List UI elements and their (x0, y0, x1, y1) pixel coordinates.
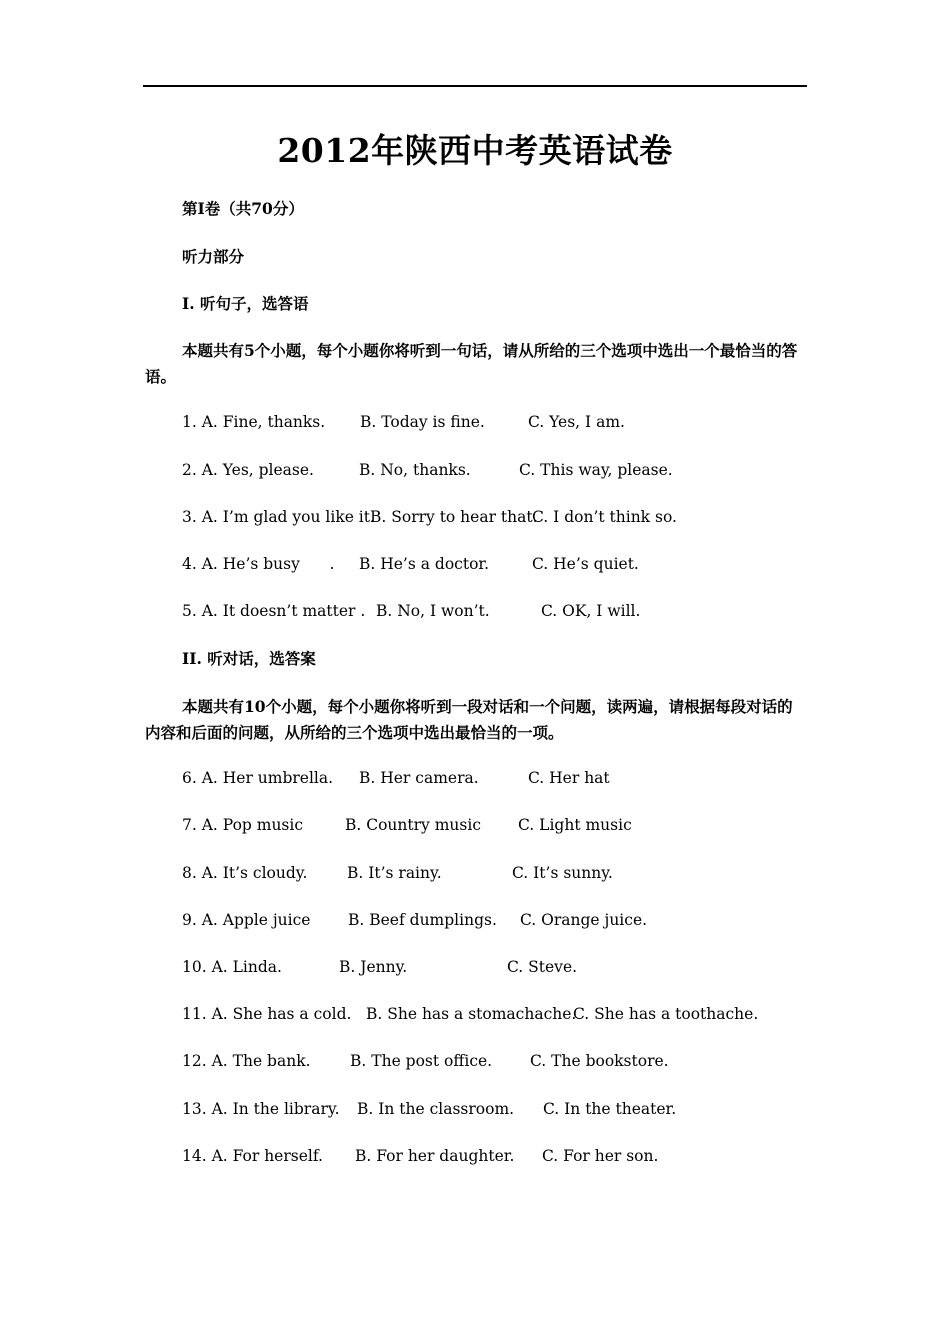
section2-heading: II. 听对话，选答案 (182, 649, 316, 668)
option-c: C. She has a toothache. (573, 1005, 759, 1023)
option-b: B. Beef dumplings. (348, 911, 497, 929)
option-b: B. Her camera. (359, 769, 479, 787)
option-c: C. For her son. (542, 1147, 659, 1165)
option-a: 7. A. Pop music (182, 816, 304, 834)
section1-instructions: 本题共有5个小题，每个小题你将听到一句话，请从所给的三个选项中选出一个最恰当的答语。 (145, 341, 798, 386)
option-a: 2. A. Yes, please. (182, 461, 314, 479)
option-c: C. I don’t think so. (532, 508, 677, 526)
option-a: 1. A. Fine, thanks. (182, 413, 326, 431)
option-b: B. Today is fine. (360, 413, 485, 431)
option-c: C. This way, please. (519, 461, 673, 479)
option-a: 6. A. Her umbrella. (182, 769, 334, 787)
option-c: C. OK, I will. (541, 602, 641, 620)
option-c: C. Orange juice. (520, 911, 648, 929)
option-c: C. Yes, I am. (528, 413, 625, 431)
section1-heading: I. 听句子，选答语 (182, 294, 309, 313)
option-c: C. He’s quiet. (532, 555, 639, 573)
option-b: B. In the classroom. (357, 1100, 515, 1118)
option-c: C. The bookstore. (530, 1052, 669, 1070)
option-b: B. No, thanks. (359, 461, 471, 479)
section2-instructions: 本题共有10个小题，每个小题你将听到一段对话和一个问题，读两遍，请根据每段对话的内容和后面的问题，从所给的三个选项中选出最恰当的一项。 (145, 697, 793, 742)
option-a: 12. A. The bank. (182, 1052, 311, 1070)
header-rule (143, 85, 807, 87)
section-label: 听力部分 (182, 247, 245, 266)
option-b: B. She has a stomachache. (366, 1005, 577, 1023)
option-a: 4. A. He’s busy . (182, 555, 335, 573)
option-b: B. It’s rainy. (347, 864, 442, 882)
option-a: 11. A. She has a cold. (182, 1005, 352, 1023)
option-b: B. For her daughter. (355, 1147, 515, 1165)
option-a: 14. A. For herself. (182, 1147, 323, 1165)
option-a: 13. A. In the library. (182, 1100, 340, 1118)
option-a: 10. A. Linda. (182, 958, 282, 976)
option-b: B. Jenny. (339, 958, 408, 976)
document-title: 2012年陕西中考英语试卷 (277, 131, 673, 170)
option-a: 5. A. It doesn’t matter . (182, 602, 366, 620)
option-a: 9. A. Apple juice (182, 911, 311, 929)
option-c: C. Steve. (507, 958, 578, 976)
option-c: C. It’s sunny. (512, 864, 613, 882)
option-a: 3. A. I’m glad you like it. (182, 508, 375, 526)
option-a: 8. A. It’s cloudy. (182, 864, 308, 882)
option-c: C. Her hat (528, 769, 610, 787)
part-label: 第I卷（共70分） (182, 199, 304, 218)
option-b: B. Country music (345, 816, 481, 834)
option-c: C. In the theater. (543, 1100, 677, 1118)
option-b: B. He’s a doctor. (359, 555, 490, 573)
option-b: B. The post office. (350, 1052, 493, 1070)
option-c: C. Light music (518, 816, 632, 834)
option-b: B. No, I won’t. (376, 602, 490, 620)
option-b: B. Sorry to hear that. (370, 508, 538, 526)
